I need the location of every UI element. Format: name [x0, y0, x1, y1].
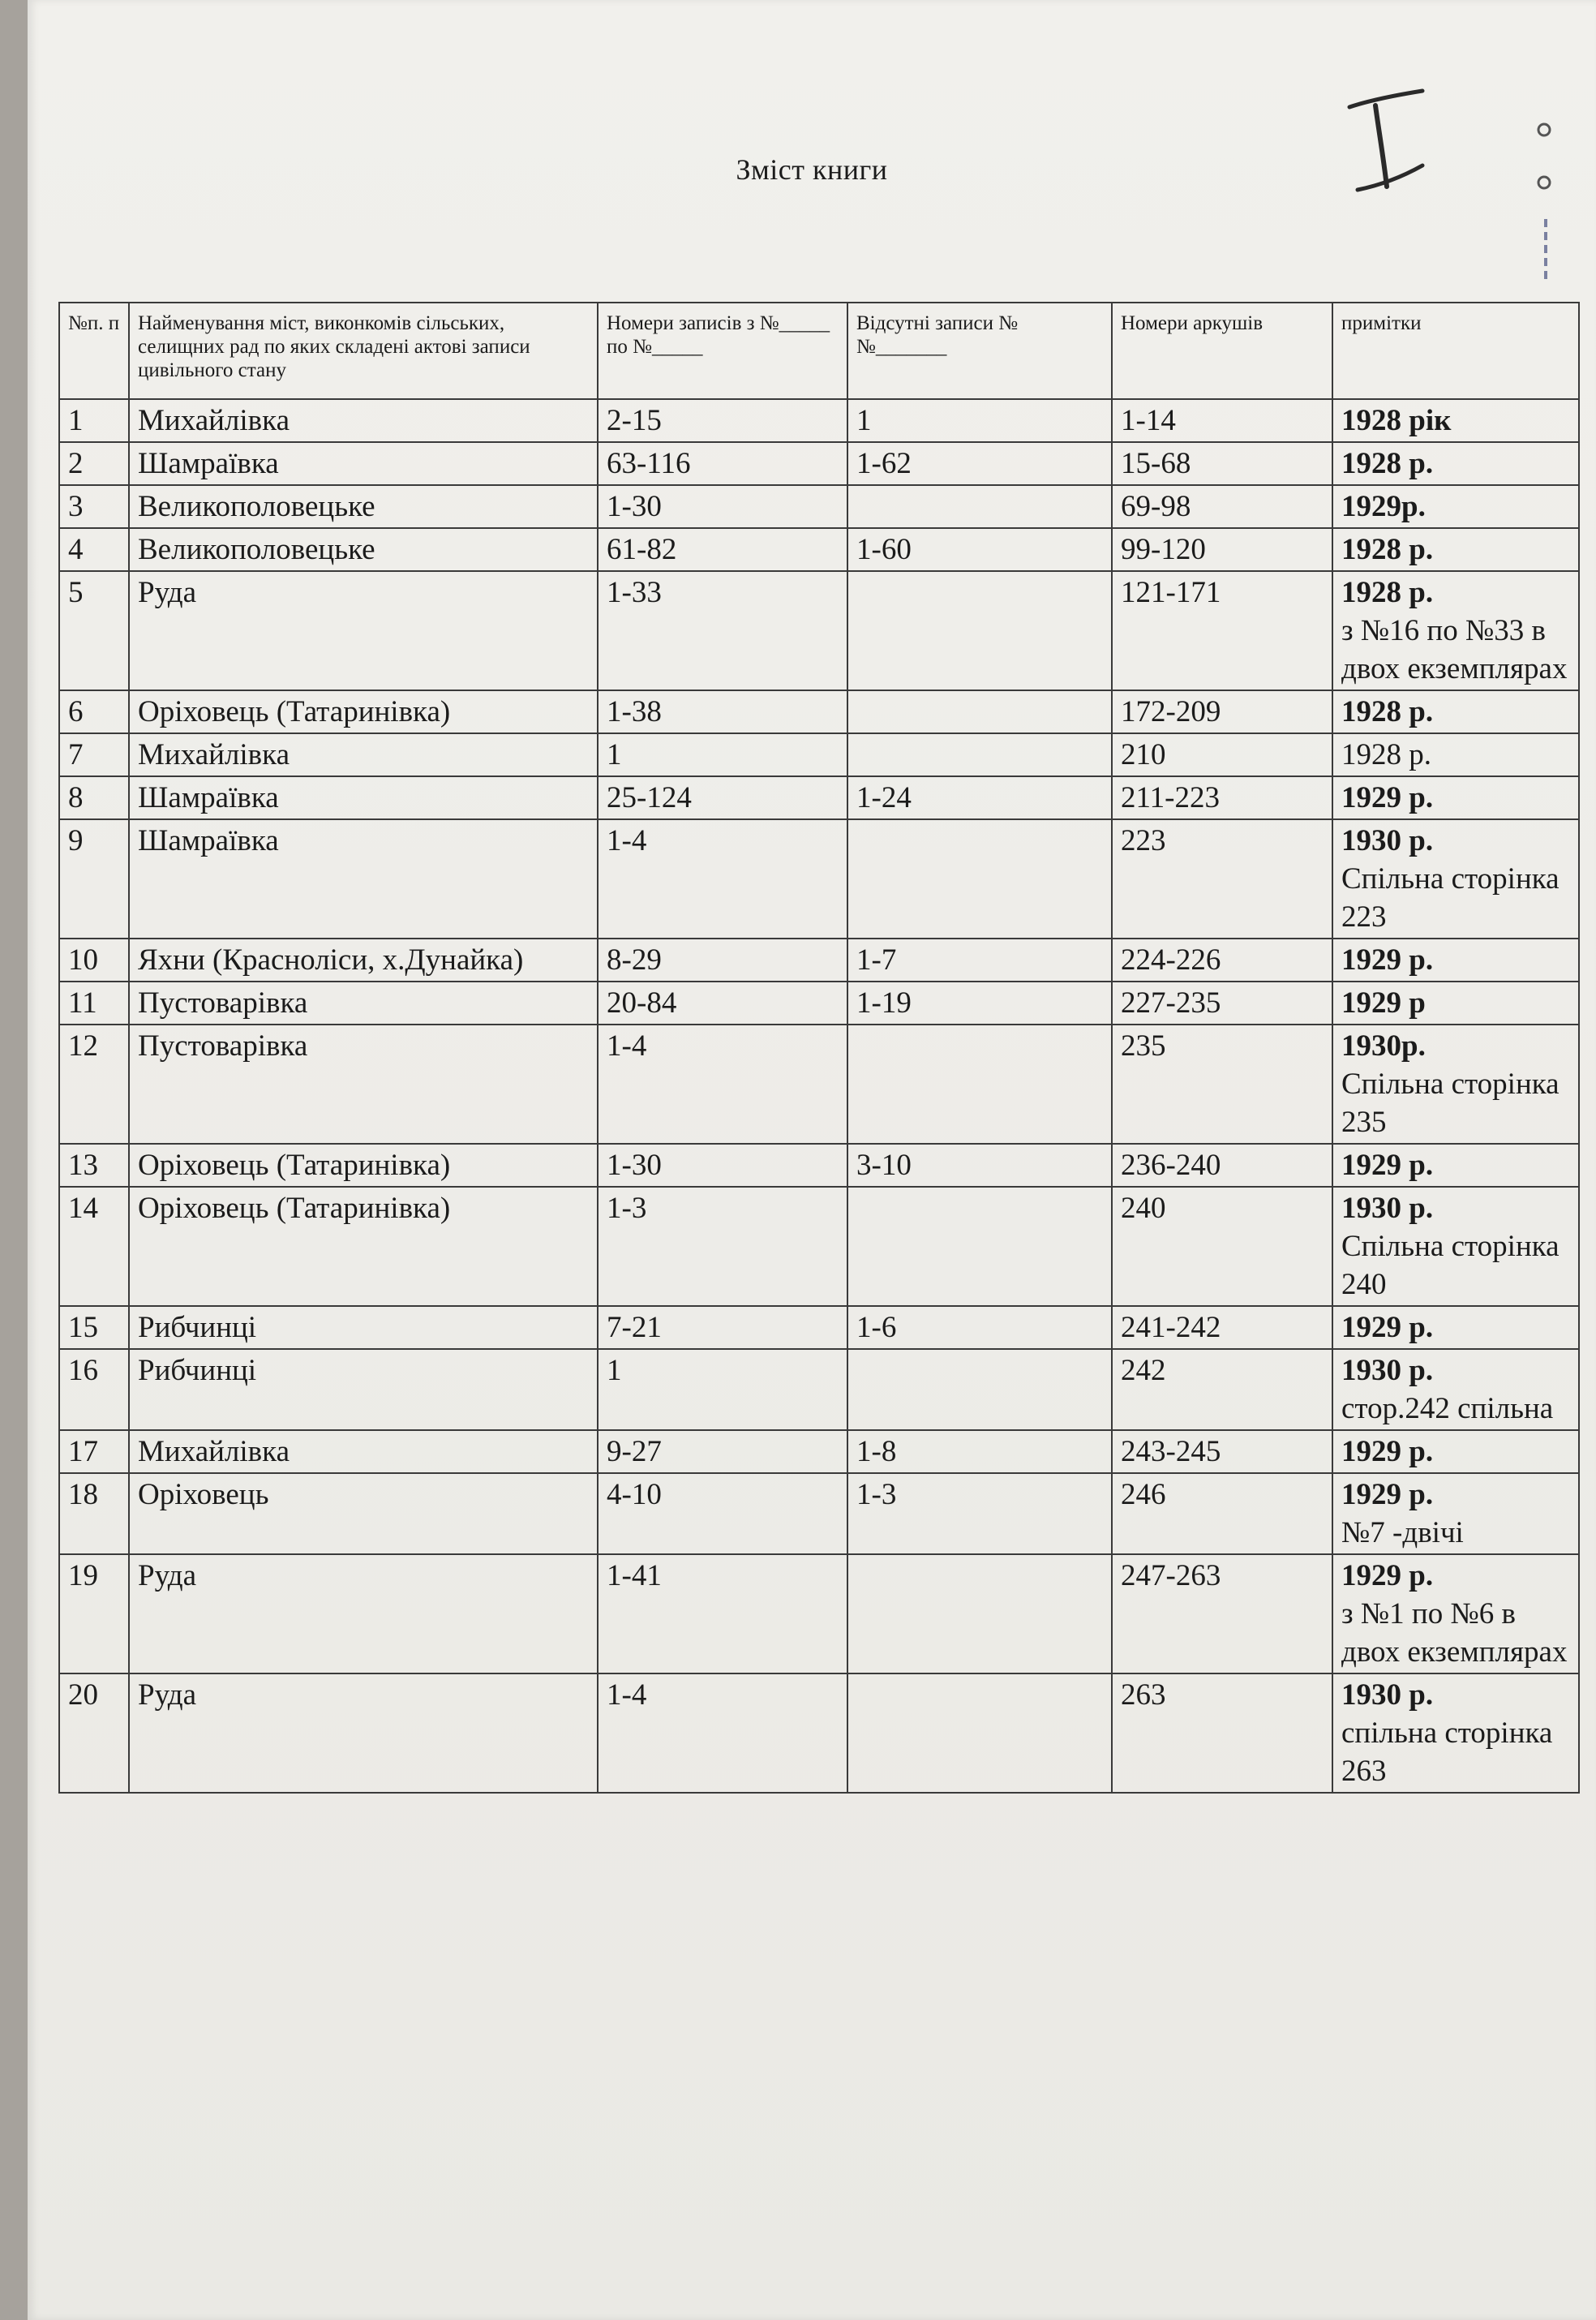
row-note-year: 1930 р. [1341, 824, 1434, 857]
row-name: Пустоварівка [129, 1025, 598, 1144]
row-name: Рибчинці [129, 1306, 598, 1349]
row-note [1332, 485, 1579, 528]
row-missing [847, 1349, 1112, 1430]
row-note-extra: №7 -двічі [1341, 1516, 1464, 1549]
row-note [1332, 442, 1579, 485]
row-missing: 1-8 [847, 1430, 1112, 1473]
row-note [1332, 733, 1579, 776]
row-note-extra: спільна сторінка 263 [1341, 1716, 1553, 1788]
row-records: 1-38 [598, 690, 847, 733]
table-header-row [59, 303, 1579, 399]
row-sheets: 241-242 [1112, 1306, 1332, 1349]
row-missing: 1-3 [847, 1473, 1112, 1554]
row-missing [847, 571, 1112, 690]
row-records: 61-82 [598, 528, 847, 571]
row-records: 7-21 [598, 1306, 847, 1349]
row-missing: 1-60 [847, 528, 1112, 571]
row-number: 7 [59, 733, 129, 776]
handwritten-numeral-mark [1325, 81, 1439, 203]
row-note [1332, 1349, 1579, 1430]
row-note-year: 1929 р. [1341, 1478, 1434, 1511]
row-number: 11 [59, 982, 129, 1025]
page-title: Зміст книги [736, 153, 888, 186]
row-name: Великополовецьке [129, 485, 598, 528]
row-sheets: 240 [1112, 1187, 1332, 1306]
table-row [59, 1144, 1579, 1187]
table-row [59, 1473, 1579, 1554]
row-name: Михайлівка [129, 733, 598, 776]
row-sheets: 224-226 [1112, 939, 1332, 982]
row-note [1332, 399, 1579, 442]
row-note-year: 1929 р. [1341, 1149, 1434, 1182]
row-note-year: 1928 р. [1341, 576, 1434, 609]
row-sheets: 223 [1112, 819, 1332, 939]
header-sheets: Номери аркушів [1112, 303, 1332, 399]
row-missing [847, 1025, 1112, 1144]
row-note [1332, 982, 1579, 1025]
row-note [1332, 1306, 1579, 1349]
row-name: Михайлівка [129, 399, 598, 442]
table-row [59, 1306, 1579, 1349]
row-note [1332, 571, 1579, 690]
row-records: 63-116 [598, 442, 847, 485]
table-row [59, 571, 1579, 690]
table-row [59, 982, 1579, 1025]
header-notes: примітки [1332, 303, 1579, 399]
row-note-year: 1929 р. [1341, 781, 1434, 814]
row-records: 20-84 [598, 982, 847, 1025]
row-note-extra: Спільна сторінка 235 [1341, 1068, 1560, 1139]
row-sheets: 246 [1112, 1473, 1332, 1554]
row-note [1332, 1673, 1579, 1793]
row-number: 13 [59, 1144, 129, 1187]
row-note-year: 1928 р. [1341, 695, 1434, 728]
row-number: 10 [59, 939, 129, 982]
row-sheets: 236-240 [1112, 1144, 1332, 1187]
row-number: 16 [59, 1349, 129, 1430]
row-missing: 1-19 [847, 982, 1112, 1025]
row-sheets: 172-209 [1112, 690, 1332, 733]
row-note [1332, 1473, 1579, 1554]
row-missing: 1-7 [847, 939, 1112, 982]
header-number: №п. п [59, 303, 129, 399]
row-sheets: 1-14 [1112, 399, 1332, 442]
row-name: Руда [129, 571, 598, 690]
contents-table [58, 302, 1580, 1794]
table-row [59, 1349, 1579, 1430]
row-note-year: 1929 р [1341, 986, 1426, 1020]
table-row [59, 776, 1579, 819]
row-name: Шамраївка [129, 776, 598, 819]
row-note-year: 1929 р. [1341, 943, 1434, 977]
row-note-year: 1929р. [1341, 490, 1426, 523]
row-missing: 1-24 [847, 776, 1112, 819]
row-name: Шамраївка [129, 819, 598, 939]
row-name: Руда [129, 1554, 598, 1673]
row-sheets: 69-98 [1112, 485, 1332, 528]
row-note [1332, 1430, 1579, 1473]
row-records: 1-41 [598, 1554, 847, 1673]
table-row [59, 939, 1579, 982]
table-row [59, 399, 1579, 442]
table-row [59, 1187, 1579, 1306]
row-number: 2 [59, 442, 129, 485]
row-records: 1-30 [598, 1144, 847, 1187]
row-records: 1-4 [598, 1025, 847, 1144]
row-note [1332, 776, 1579, 819]
row-missing [847, 819, 1112, 939]
row-name: Оріховець (Татаринівка) [129, 1144, 598, 1187]
table-row [59, 1554, 1579, 1673]
row-number: 12 [59, 1025, 129, 1144]
row-records: 1-4 [598, 1673, 847, 1793]
row-sheets: 121-171 [1112, 571, 1332, 690]
row-sheets: 210 [1112, 733, 1332, 776]
row-note [1332, 1554, 1579, 1673]
row-missing [847, 485, 1112, 528]
row-sheets: 15-68 [1112, 442, 1332, 485]
header-missing: Відсутні записи №№_______ [847, 303, 1112, 399]
row-name: Оріховець [129, 1473, 598, 1554]
row-number: 8 [59, 776, 129, 819]
row-missing [847, 733, 1112, 776]
row-note-year: 1928 р. [1341, 447, 1434, 480]
row-note [1332, 1187, 1579, 1306]
row-name: Шамраївка [129, 442, 598, 485]
row-number: 1 [59, 399, 129, 442]
row-note [1332, 1025, 1579, 1144]
table-row [59, 485, 1579, 528]
row-note-extra: Спільна сторінка 223 [1341, 862, 1560, 934]
row-note-year: 1929 р. [1341, 1311, 1434, 1344]
table-row [59, 442, 1579, 485]
row-name: Рибчинці [129, 1349, 598, 1430]
row-records: 1 [598, 1349, 847, 1430]
row-missing: 1-6 [847, 1306, 1112, 1349]
row-note-year: 1930р. [1341, 1029, 1426, 1063]
row-records: 8-29 [598, 939, 847, 982]
row-sheets: 227-235 [1112, 982, 1332, 1025]
row-missing [847, 1187, 1112, 1306]
row-sheets: 247-263 [1112, 1554, 1332, 1673]
row-name: Михайлівка [129, 1430, 598, 1473]
row-number: 6 [59, 690, 129, 733]
row-number: 18 [59, 1473, 129, 1554]
row-sheets: 99-120 [1112, 528, 1332, 571]
row-note [1332, 939, 1579, 982]
row-note [1332, 819, 1579, 939]
table-row [59, 1673, 1579, 1793]
row-records: 4-10 [598, 1473, 847, 1554]
row-number: 4 [59, 528, 129, 571]
row-missing: 3-10 [847, 1144, 1112, 1187]
row-note-extra: Спільна сторінка 240 [1341, 1230, 1560, 1301]
row-sheets: 211-223 [1112, 776, 1332, 819]
row-name: Великополовецьке [129, 528, 598, 571]
row-note-year: 1930 р. [1341, 1354, 1434, 1387]
row-number: 17 [59, 1430, 129, 1473]
table-row [59, 690, 1579, 733]
table-row [59, 1430, 1579, 1473]
table-row [59, 528, 1579, 571]
header-name: Найменування міст, виконкомів сільських, селищних рад по яких складені актові записи цивільного стану [129, 303, 598, 399]
row-number: 15 [59, 1306, 129, 1349]
row-note-year: 1930 р. [1341, 1192, 1434, 1225]
row-records: 1-3 [598, 1187, 847, 1306]
row-note [1332, 528, 1579, 571]
row-note-year: 1928 рік [1341, 404, 1452, 437]
row-note [1332, 690, 1579, 733]
row-name: Руда [129, 1673, 598, 1793]
row-number: 20 [59, 1673, 129, 1793]
row-missing [847, 1554, 1112, 1673]
row-note-year: 1930 р. [1341, 1678, 1434, 1712]
table-row [59, 733, 1579, 776]
row-name: Оріховець (Татаринівка) [129, 690, 598, 733]
row-note-year: 1929 р. [1341, 1435, 1434, 1468]
row-missing [847, 690, 1112, 733]
row-sheets: 235 [1112, 1025, 1332, 1144]
row-number: 3 [59, 485, 129, 528]
document-page [28, 0, 1596, 2320]
table-row [59, 1025, 1579, 1144]
row-records: 1-33 [598, 571, 847, 690]
table-row [59, 819, 1579, 939]
row-name: Оріховець (Татаринівка) [129, 1187, 598, 1306]
row-records: 25-124 [598, 776, 847, 819]
row-note-extra: стор.242 спільна [1341, 1392, 1554, 1425]
row-records: 1-30 [598, 485, 847, 528]
row-missing: 1-62 [847, 442, 1112, 485]
row-note-extra: 1928 р. [1341, 738, 1431, 771]
row-name: Яхни (Красноліси, х.Дунайка) [129, 939, 598, 982]
row-sheets: 243-245 [1112, 1430, 1332, 1473]
row-records: 9-27 [598, 1430, 847, 1473]
margin-binding-marks-icon [1528, 105, 1560, 292]
row-missing [847, 1673, 1112, 1793]
row-sheets: 263 [1112, 1673, 1332, 1793]
row-number: 19 [59, 1554, 129, 1673]
row-name: Пустоварівка [129, 982, 598, 1025]
row-number: 14 [59, 1187, 129, 1306]
row-number: 9 [59, 819, 129, 939]
row-note-year: 1929 р. [1341, 1559, 1434, 1592]
row-records: 1 [598, 733, 847, 776]
row-sheets: 242 [1112, 1349, 1332, 1430]
row-missing: 1 [847, 399, 1112, 442]
row-note-extra: з №1 по №6 в двох екземплярах [1341, 1597, 1568, 1669]
row-note [1332, 1144, 1579, 1187]
row-note-extra: з №16 по №33 в двох екземплярах [1341, 614, 1568, 685]
header-records: Номери записів з №_____ по №_____ [598, 303, 847, 399]
table-body [59, 399, 1579, 1793]
row-records: 1-4 [598, 819, 847, 939]
row-number: 5 [59, 571, 129, 690]
row-records: 2-15 [598, 399, 847, 442]
row-note-year: 1928 р. [1341, 533, 1434, 566]
